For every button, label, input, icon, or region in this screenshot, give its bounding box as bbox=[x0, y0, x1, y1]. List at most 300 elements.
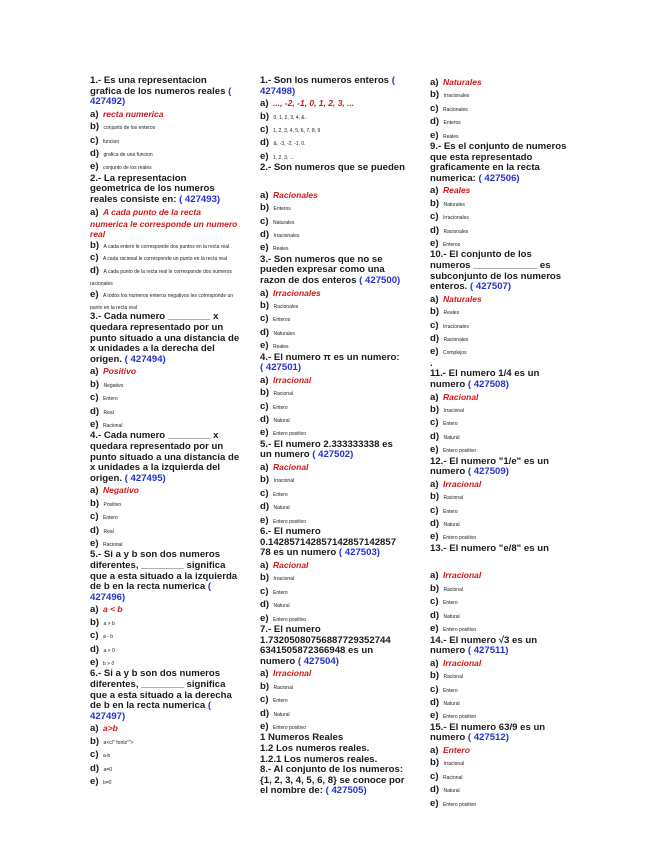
question-label: 2.- La representacion geometrica de los numeros reales consiste en: bbox=[90, 172, 215, 205]
option-letter: d) bbox=[430, 224, 440, 236]
option-text: Entero bbox=[272, 404, 288, 411]
option-text: 1, 2, 3, ... bbox=[272, 154, 294, 161]
option-text: recta numerica bbox=[102, 108, 164, 119]
answer-option bbox=[90, 288, 240, 312]
question-label: 6.- El numero 0.142857142857142857142857 78 es un numero bbox=[260, 526, 397, 559]
option-text: Entero positivo bbox=[272, 724, 307, 731]
answer-option bbox=[260, 680, 405, 693]
answer-option bbox=[260, 693, 405, 706]
option-letter: e) bbox=[260, 612, 269, 624]
answer-option bbox=[260, 571, 405, 584]
option-text: Racionales bbox=[273, 304, 299, 311]
option-letter: d) bbox=[430, 609, 440, 621]
option-letter: b) bbox=[90, 735, 100, 747]
answer-option bbox=[430, 443, 570, 456]
option-text: conjunto de los enteros bbox=[103, 125, 156, 132]
answer-option bbox=[260, 500, 405, 513]
option-text: Racional bbox=[443, 495, 463, 502]
option-text: Entero positivo bbox=[442, 714, 477, 721]
question-label: 5.- Si a y b son dos numeros diferentes, ________ significa que a esta situado a la izquierda de b en la recta numerica bbox=[90, 549, 238, 593]
answer-option bbox=[430, 88, 570, 101]
answer-option bbox=[430, 783, 570, 796]
answer-option bbox=[260, 110, 405, 123]
option-text: Racionales bbox=[443, 228, 469, 235]
option-letter: e) bbox=[90, 289, 99, 301]
option-text: Reales bbox=[443, 310, 460, 317]
option-letter: a) bbox=[430, 744, 439, 756]
option-text: Negativo bbox=[103, 382, 124, 389]
answer-option bbox=[90, 510, 240, 523]
option-letter: e) bbox=[260, 720, 269, 732]
option-letter: e) bbox=[90, 419, 99, 431]
option-text: Irracional bbox=[272, 374, 312, 385]
question-label: 1.- Es una representacion grafica de los numeros reales bbox=[90, 75, 226, 97]
option-text: Irracional bbox=[443, 761, 465, 768]
option-letter: b) bbox=[430, 89, 440, 101]
option-text: Racional bbox=[102, 542, 123, 549]
question-text bbox=[260, 255, 405, 287]
option-text: Natural bbox=[443, 522, 460, 529]
question-label: 4.- El numero π es un numero: bbox=[260, 351, 400, 363]
question-id: ( 427492) bbox=[90, 85, 232, 108]
option-text: Racional bbox=[273, 684, 293, 691]
answer-option bbox=[430, 345, 570, 358]
option-letter: c) bbox=[260, 487, 269, 499]
option-text: Naturales bbox=[443, 201, 465, 208]
option-letter: d) bbox=[260, 414, 270, 426]
option-text: Irracionales bbox=[443, 93, 470, 100]
question-text bbox=[90, 174, 240, 206]
option-letter: a) bbox=[90, 206, 99, 218]
option-letter: c) bbox=[430, 683, 439, 695]
question-id: ( 427500) bbox=[359, 275, 401, 287]
option-text: a<c/" fontz""> bbox=[103, 739, 134, 746]
option-letter: a) bbox=[90, 485, 99, 497]
answer-option bbox=[90, 616, 240, 629]
answer-option bbox=[430, 115, 570, 128]
option-letter: c) bbox=[430, 417, 439, 429]
question-text bbox=[90, 550, 240, 603]
question-id: ( 427508) bbox=[467, 379, 509, 391]
answer-option bbox=[430, 102, 570, 115]
answer-option bbox=[260, 707, 405, 720]
option-letter: b) bbox=[430, 197, 440, 209]
option-text: a > b bbox=[103, 620, 115, 627]
answer-option-correct bbox=[260, 189, 405, 201]
option-letter: c) bbox=[260, 694, 269, 706]
answer-option bbox=[90, 524, 240, 537]
question-id: ( 427503) bbox=[338, 547, 380, 559]
option-letter: a) bbox=[260, 668, 269, 680]
option-text: Natural bbox=[443, 613, 460, 620]
option-letter: a) bbox=[90, 723, 99, 735]
option-text: Racional bbox=[273, 391, 293, 398]
option-letter: a) bbox=[90, 108, 99, 120]
answer-option bbox=[90, 160, 240, 173]
option-text: Natural bbox=[443, 434, 460, 441]
question-label: 1.2.1 Los numeros reales. bbox=[260, 753, 378, 765]
answer-option bbox=[430, 582, 570, 595]
answer-option bbox=[90, 391, 240, 404]
option-letter: d) bbox=[430, 333, 440, 345]
option-text: Naturales bbox=[272, 219, 295, 226]
option-letter: b) bbox=[260, 680, 270, 692]
option-text: A cada entero le corresponde dos puntos en la recta real bbox=[103, 243, 230, 250]
option-text: 1, 2, 3, 4, 5, 6, 7, 8, 9 bbox=[272, 128, 321, 134]
option-letter: b) bbox=[90, 497, 100, 509]
option-letter: d) bbox=[90, 148, 100, 159]
option-text: Reales bbox=[442, 185, 471, 196]
option-text: Irracionales bbox=[442, 215, 469, 222]
option-letter: d) bbox=[90, 405, 100, 417]
option-letter: a) bbox=[260, 98, 269, 110]
question-label: 1 Numeros Reales bbox=[260, 732, 344, 744]
question-label: 15.- El numero 63/9 es un numero bbox=[430, 721, 546, 744]
answer-option bbox=[430, 319, 570, 332]
option-text: A cada punto de la recta numerica le corresponde un numero real bbox=[90, 206, 238, 239]
option-letter: e) bbox=[260, 427, 269, 439]
option-letter: c) bbox=[260, 313, 269, 325]
option-text: Entero positivo bbox=[442, 801, 477, 808]
option-letter: a) bbox=[430, 185, 439, 197]
option-text: Irracionales bbox=[442, 323, 469, 330]
option-letter: b) bbox=[430, 757, 440, 769]
option-text: Irracional bbox=[273, 576, 295, 583]
option-letter: e) bbox=[260, 242, 269, 254]
answer-option bbox=[90, 147, 240, 160]
option-letter: a) bbox=[90, 366, 99, 378]
question-label: 2.- Son numeros que se pueden bbox=[260, 162, 405, 174]
option-text: Entero positivo bbox=[442, 627, 477, 634]
answer-option-correct bbox=[90, 108, 240, 120]
option-text: Positivo bbox=[102, 366, 137, 377]
question-label: 6.- Si a y b son dos numeros diferentes, ________ significa que a esta situado a la derecha de b en la recta numerica bbox=[90, 668, 232, 712]
answer-option-correct bbox=[430, 184, 570, 196]
answer-option-correct bbox=[90, 722, 240, 734]
option-letter: b) bbox=[90, 616, 100, 628]
option-letter: c) bbox=[90, 749, 99, 761]
option-text: Real bbox=[103, 528, 114, 535]
option-text: Racional bbox=[272, 559, 309, 570]
option-text: Natural bbox=[443, 788, 460, 795]
answer-option bbox=[430, 416, 570, 429]
question-id: ( 427497) bbox=[90, 700, 212, 722]
question-label: 10.- El conjunto de los numeros ____________ es subconjunto de los numeros enteros. bbox=[430, 249, 562, 293]
question-id: ( 427507) bbox=[470, 281, 512, 293]
option-text: A todos los numeros enteros negativos les corresponde un punto en la recta real bbox=[90, 293, 234, 312]
option-text: Irracional bbox=[443, 408, 465, 415]
question-text bbox=[430, 142, 570, 184]
option-letter: e) bbox=[430, 129, 439, 141]
question-label: 5.- El numero 2.333333338 es un numero bbox=[260, 438, 393, 461]
option-text: Enteros bbox=[442, 242, 461, 249]
answer-option bbox=[430, 797, 570, 810]
answer-option bbox=[260, 228, 405, 241]
option-letter: a) bbox=[90, 604, 99, 616]
answer-option bbox=[260, 339, 405, 352]
option-letter: d) bbox=[430, 430, 440, 442]
option-letter: a) bbox=[430, 657, 439, 669]
option-text: Irracionales bbox=[272, 287, 321, 298]
option-text: Entero bbox=[442, 421, 458, 428]
option-text: Entero bbox=[442, 600, 458, 607]
option-letter: b) bbox=[90, 378, 100, 390]
option-letter: e) bbox=[430, 623, 439, 635]
option-text: Entero bbox=[442, 687, 458, 694]
option-letter: b) bbox=[260, 387, 270, 399]
question-id: ( 427495) bbox=[124, 472, 166, 484]
column-middle bbox=[260, 76, 405, 797]
option-letter: d) bbox=[260, 501, 270, 513]
question-id: ( 427506) bbox=[478, 172, 520, 184]
answer-option bbox=[430, 237, 570, 250]
option-text: conjunto de los reales bbox=[102, 165, 152, 172]
option-letter: b) bbox=[430, 306, 440, 318]
answer-option bbox=[260, 241, 405, 254]
option-letter: e) bbox=[430, 346, 439, 358]
answer-option bbox=[90, 762, 240, 775]
answer-option-correct bbox=[90, 603, 240, 615]
answer-option bbox=[430, 696, 570, 709]
option-text: Natural bbox=[273, 505, 290, 512]
answer-option bbox=[260, 326, 405, 339]
option-letter: d) bbox=[260, 326, 270, 338]
answer-option bbox=[90, 405, 240, 418]
option-text: Real bbox=[103, 409, 114, 416]
answer-option bbox=[430, 756, 570, 769]
answer-option bbox=[430, 683, 570, 696]
option-text: Reales bbox=[442, 133, 459, 140]
option-text: Naturales bbox=[442, 293, 482, 304]
question-label: 3.- Son numeros que no se pueden expresar como una razon de dos enteros bbox=[260, 253, 385, 287]
question-id: ( 427494) bbox=[124, 353, 166, 365]
question-id: ( 427512) bbox=[467, 732, 509, 744]
question-id: ( 427504) bbox=[297, 655, 339, 667]
answer-option bbox=[260, 585, 405, 598]
answer-option bbox=[430, 517, 570, 530]
option-text: Complejos bbox=[442, 350, 467, 357]
option-text: A cada punto de la recta real le corresponde dos numeros racionales bbox=[90, 268, 232, 288]
question-label: 4.- Cada numero ________ x quedara representado por un punto situado a una distancia de x unidades a la izquierda del origen. bbox=[90, 430, 240, 484]
answer-option bbox=[90, 497, 240, 510]
answer-option bbox=[430, 210, 570, 223]
answer-option-correct bbox=[430, 744, 570, 756]
option-letter: c) bbox=[90, 392, 99, 404]
option-letter: d) bbox=[90, 643, 100, 655]
question-label: 7.- El numero 1.73205080756887729352744 6341505872366948 es un numero bbox=[260, 623, 391, 667]
option-letter: b) bbox=[430, 404, 440, 416]
question-text bbox=[90, 76, 240, 108]
option-text: Entero bbox=[102, 515, 118, 522]
option-text: a-b bbox=[102, 753, 111, 760]
option-letter: e) bbox=[260, 150, 269, 162]
option-text: a < b bbox=[102, 604, 123, 615]
answer-option bbox=[90, 537, 240, 550]
option-letter: a) bbox=[430, 293, 439, 305]
option-letter: c) bbox=[430, 211, 439, 223]
column-left bbox=[90, 76, 240, 788]
answer-option bbox=[430, 770, 570, 783]
question-text bbox=[430, 544, 570, 555]
option-letter: d) bbox=[430, 784, 440, 796]
column-right bbox=[430, 76, 570, 810]
answer-option bbox=[90, 643, 240, 656]
option-text: Racional bbox=[443, 586, 463, 593]
option-letter: d) bbox=[90, 524, 100, 536]
option-letter: b) bbox=[260, 110, 270, 122]
option-letter: e) bbox=[90, 776, 99, 788]
option-text: Natural bbox=[273, 418, 290, 425]
question-id: ( 427498) bbox=[260, 75, 395, 97]
option-text: Racionales bbox=[443, 337, 469, 344]
option-letter: d) bbox=[430, 116, 440, 128]
answer-option bbox=[260, 299, 405, 312]
question-label: 14.- El numero √3 es un numero bbox=[430, 634, 538, 657]
option-letter: b) bbox=[260, 300, 270, 312]
option-text: Naturales bbox=[273, 330, 295, 337]
answer-option bbox=[430, 305, 570, 318]
option-letter: b) bbox=[90, 239, 100, 251]
answer-option bbox=[430, 224, 570, 237]
question-text bbox=[90, 312, 240, 365]
question-text bbox=[260, 625, 405, 667]
answer-option bbox=[260, 720, 405, 733]
answer-option bbox=[90, 748, 240, 761]
answer-option bbox=[260, 487, 405, 500]
question-text bbox=[90, 669, 240, 722]
question-label: 1.- Son los numeros enteros bbox=[260, 75, 390, 86]
answer-option bbox=[90, 735, 240, 748]
option-text: Entero bbox=[102, 396, 118, 403]
question-text bbox=[260, 440, 405, 461]
question-label: 11.- El numero 1/4 es un numero bbox=[430, 368, 540, 391]
option-letter: c) bbox=[260, 585, 269, 597]
question-label: 3.- Cada numero ________ x quedara representado por un punto situado a una distancia de x unidades a la derecha del origen. bbox=[90, 311, 240, 365]
answer-option-correct bbox=[260, 97, 405, 109]
option-letter: c) bbox=[90, 511, 99, 523]
option-letter: d) bbox=[430, 696, 440, 708]
answer-option bbox=[430, 669, 570, 682]
option-letter: c) bbox=[260, 124, 269, 135]
option-text: Entero bbox=[272, 698, 288, 705]
option-letter: a) bbox=[430, 478, 439, 490]
answer-option bbox=[260, 612, 405, 625]
option-letter: e) bbox=[90, 538, 99, 550]
answer-option bbox=[260, 413, 405, 426]
option-text: Irracional bbox=[273, 478, 295, 485]
answer-option bbox=[430, 709, 570, 722]
option-text: Enteros bbox=[273, 206, 291, 213]
answer-option bbox=[260, 123, 405, 136]
question-text bbox=[260, 765, 405, 797]
option-letter: c) bbox=[430, 102, 439, 114]
option-letter: a) bbox=[260, 287, 269, 299]
answer-option bbox=[90, 656, 240, 669]
option-letter: b) bbox=[430, 491, 440, 503]
option-letter: b) bbox=[260, 202, 270, 214]
option-text: Racional bbox=[443, 674, 463, 681]
option-letter: e) bbox=[430, 444, 439, 456]
question-label: . bbox=[430, 357, 433, 369]
question-text bbox=[90, 431, 240, 484]
answer-option bbox=[430, 332, 570, 345]
option-letter: e) bbox=[90, 657, 99, 669]
option-text: Entero positivo bbox=[272, 616, 307, 623]
option-letter: a) bbox=[430, 77, 439, 88]
option-text: Negativo bbox=[102, 485, 139, 496]
option-text: A cada racional le corresponde un punto en la recta real bbox=[102, 256, 227, 263]
option-letter: b) bbox=[260, 572, 270, 584]
option-letter: a) bbox=[260, 189, 269, 201]
answer-option bbox=[260, 473, 405, 486]
answer-option-correct bbox=[430, 657, 570, 669]
option-text: Natural bbox=[443, 700, 460, 707]
option-letter: a) bbox=[260, 374, 269, 386]
option-letter: c) bbox=[430, 770, 439, 782]
option-text: Racional bbox=[442, 391, 479, 402]
answer-option bbox=[90, 120, 240, 133]
option-text: Entero bbox=[442, 508, 458, 515]
option-letter: a) bbox=[260, 559, 269, 571]
answer-option bbox=[260, 136, 405, 149]
option-letter: d) bbox=[90, 264, 100, 276]
question-label: 8.- Al conjunto de los numeros: {1, 2, 3, 4, 5, 6, 8} se conoce por el nombre de: bbox=[260, 764, 405, 797]
option-text: a - b bbox=[102, 634, 113, 641]
option-letter: a) bbox=[430, 391, 439, 403]
answer-option-correct bbox=[90, 206, 240, 239]
answer-option-correct bbox=[260, 287, 405, 299]
answer-option bbox=[430, 504, 570, 517]
option-letter: c) bbox=[430, 596, 439, 608]
option-text: Naturales bbox=[442, 77, 482, 87]
option-letter: e) bbox=[430, 797, 439, 809]
answer-option bbox=[430, 197, 570, 210]
option-text: Entero bbox=[442, 744, 470, 755]
option-letter: a) bbox=[430, 570, 439, 582]
option-text: b=0 bbox=[102, 780, 112, 787]
option-text: a=0 bbox=[103, 766, 112, 773]
option-text: Racional bbox=[272, 462, 309, 473]
option-text: Entero positivo bbox=[272, 518, 307, 525]
option-letter: d) bbox=[260, 137, 270, 149]
question-id: ( 427502) bbox=[312, 449, 354, 461]
question-label: 1.2 Los numeros reales. bbox=[260, 742, 370, 754]
option-text: ..., -2, -1, 0, 1, 2, 3, ... bbox=[272, 98, 355, 109]
option-letter: e) bbox=[260, 340, 269, 352]
answer-option bbox=[90, 134, 240, 147]
question-label: 12.- El numero "1/e" es un numero bbox=[430, 455, 549, 478]
answer-option bbox=[260, 312, 405, 325]
answer-option-correct bbox=[260, 374, 405, 386]
question-label: 13.- El numero "e/8" es un bbox=[430, 542, 549, 554]
option-letter: a) bbox=[260, 462, 269, 474]
question-id: ( 427509) bbox=[467, 466, 509, 478]
answer-option-correct bbox=[90, 365, 240, 377]
option-letter: b) bbox=[430, 582, 440, 594]
option-letter: e) bbox=[90, 161, 99, 173]
question-label: 9.- Es el conjunto de numeros que esta representado graficamente en la recta numerica: bbox=[430, 141, 567, 184]
answer-option-correct bbox=[430, 569, 570, 581]
answer-option bbox=[430, 129, 570, 142]
answer-option bbox=[260, 201, 405, 214]
question-text bbox=[260, 353, 405, 374]
answer-option-correct bbox=[260, 461, 405, 473]
option-text: Entero bbox=[272, 491, 288, 498]
option-letter: c) bbox=[90, 630, 99, 642]
option-letter: d) bbox=[430, 518, 440, 530]
answer-option bbox=[260, 400, 405, 413]
question-id: ( 427496) bbox=[90, 581, 212, 603]
